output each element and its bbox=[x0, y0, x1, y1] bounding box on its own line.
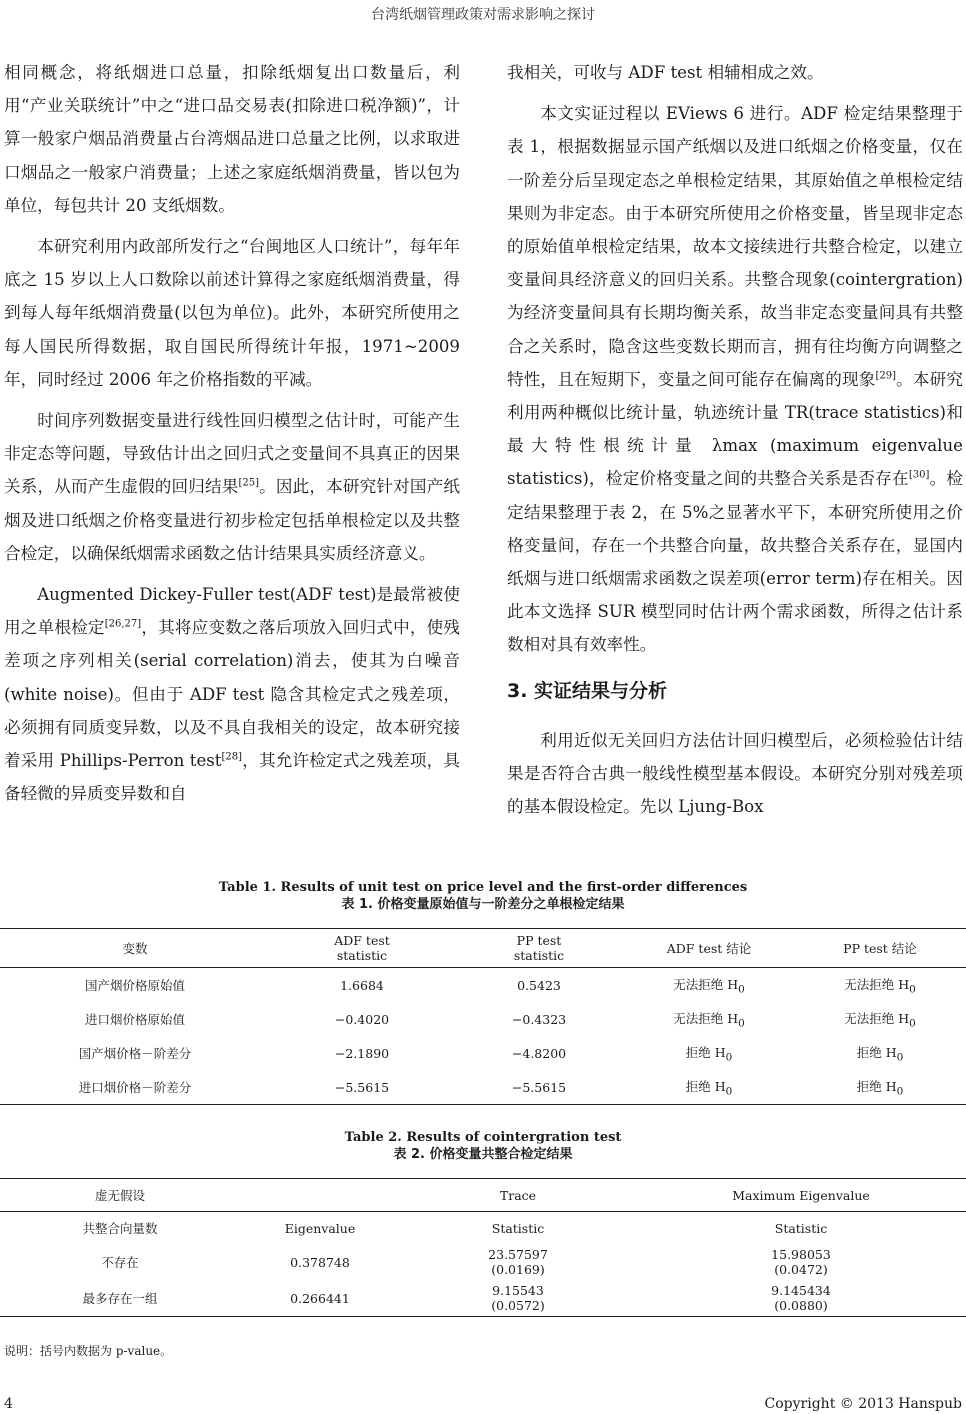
table-cell: −0.4323 bbox=[511, 1011, 567, 1027]
table-cell: 无法拒绝 $H_0$ bbox=[844, 1010, 916, 1030]
header-cell: ADF test 结论 bbox=[666, 940, 752, 956]
header-cell bbox=[240, 1179, 400, 1212]
table-cell: 拒绝 $H_0$ bbox=[685, 1044, 733, 1064]
header-cell: Statistic bbox=[636, 1212, 966, 1245]
table-cell: 0.378748 bbox=[290, 1254, 350, 1270]
table-cell: −4.8200 bbox=[511, 1045, 567, 1061]
table-cell: −5.5615 bbox=[511, 1079, 567, 1095]
table-cell: −5.5615 bbox=[334, 1079, 390, 1095]
cointegration-table bbox=[0, 1178, 966, 1317]
section-heading: 3. 实证结果与分析 bbox=[507, 679, 668, 702]
paragraph: 本研究利用内政部所发行之“台闽地区人口统计”，每年年底之 15 岁以上人口数除以前述计算得之家庭纸烟消费量，得到每人每年纸烟消费量(以包为单位)。此外，本研究所使用之每人国民所得数据，取自国民所得统计年报，1971~2009 年，同时经过 2006 年之价格指数的平减。 bbox=[4, 237, 460, 389]
table-caption-en: Table 1. Results of unit test on price level and the first-order differences bbox=[218, 880, 748, 895]
header-cell: Eigenvalue bbox=[240, 1212, 400, 1245]
table-cell: 最多存在一组 bbox=[82, 1290, 158, 1306]
header-cell: Statistic bbox=[400, 1212, 636, 1245]
header-cell: ADF test statistic bbox=[334, 933, 390, 963]
paragraph: 相同概念，将纸烟进口总量，扣除纸烟复出口数量后，利用“产业关联统计”中之“进口品交易表(扣除进口税净额)”，计算一般家户烟品消费量占台湾烟品进口总量之比例，以求取进口烟品之一般家户消费量；上述之家庭纸烟消费量，皆以包为单位，每包共计 20 支纸烟数。 bbox=[4, 63, 460, 215]
table-row bbox=[0, 1280, 966, 1317]
table-note: 说明：括号内数据为 p-value。 bbox=[4, 1344, 173, 1358]
header-cell: Maximum Eigenvalue bbox=[732, 1187, 870, 1203]
table-cell: 0.266441 bbox=[290, 1290, 350, 1306]
table-cell: 进口烟价格－阶差分 bbox=[78, 1080, 192, 1095]
statistic-value: 15.98053 bbox=[771, 1247, 831, 1262]
table-subheader-row bbox=[0, 1212, 966, 1245]
table-cell: 0.5423 bbox=[517, 977, 561, 993]
table-1 bbox=[0, 880, 966, 1105]
table-cell: 无法拒绝 $H_0$ bbox=[673, 1010, 745, 1030]
table-caption-zh: 表 1. 价格变量原始值与一阶差分之单根检定结果 bbox=[341, 897, 625, 912]
header-cell: 共整合向量数 bbox=[0, 1212, 240, 1245]
table-row bbox=[0, 1036, 966, 1070]
table-caption-en: Table 2. Results of cointergration test bbox=[344, 1130, 622, 1145]
table-cell bbox=[636, 1280, 966, 1317]
table-cell: 拒绝 $H_0$ bbox=[856, 1078, 904, 1098]
page-number: 4 bbox=[4, 1396, 13, 1412]
right-column bbox=[507, 56, 963, 831]
running-head: 台湾纸烟管理政策对需求影响之探讨 bbox=[371, 7, 595, 23]
header-cell: Trace bbox=[499, 1187, 537, 1203]
table-cell: 拒绝 $H_0$ bbox=[856, 1044, 904, 1064]
table-row bbox=[0, 1070, 966, 1105]
header-cell: PP test statistic bbox=[513, 933, 565, 963]
paragraph: 时间序列数据变量进行线性回归模型之估计时，可能产生非定态等问题，导致估计出之回归式之变量间不具真正的因果关系，从而产生虚假的回归结果[25]。因此，本研究针对国产纸烟及进口纸烟之价格变量进行初步检定包括单根检定以及共整合检定，以确保纸烟需求函数之估计结果具实质经济意义。 bbox=[4, 411, 461, 563]
paragraph: 利用近似无关回归方法估计回归模型后，必须检验估计结果是否符合古典一般线性模型基本假设。本研究分别对残差项的基本假设检定。先以 Ljung-Box bbox=[507, 730, 963, 817]
table-2 bbox=[0, 1130, 966, 1317]
table-cell: 国产烟价格原始值 bbox=[84, 978, 185, 993]
left-column bbox=[4, 56, 460, 818]
table-row bbox=[0, 1002, 966, 1036]
statistic-value: 9.145434 bbox=[771, 1283, 831, 1298]
table-cell: 无法拒绝 $H_0$ bbox=[844, 976, 916, 996]
table-cell: 进口烟价格原始值 bbox=[84, 1012, 185, 1027]
paragraph: Augmented Dickey-Fuller test(ADF test)是最常被使用之单根检定[26,27]，其将应变数之落后项放入回归式中，使残差项之序列相关(serial correlation)消去，使其为白噪音(white noise)。但由于 ADF test 隐含其检定式之残差项，必须拥有同质变异数，以及不具自我相关的设定，故本研究接着采用 Phillips-Perron test[28]，其允许检定式之残差项，具备轻微的异质变异数和自 bbox=[4, 585, 461, 804]
p-value: (0.0169) bbox=[491, 1262, 545, 1277]
table-cell: 国产烟价格－阶差分 bbox=[78, 1046, 192, 1061]
table-cell: 无法拒绝 $H_0$ bbox=[673, 976, 745, 996]
paragraph: 我相关，可收与 ADF test 相辅相成之效。 bbox=[507, 63, 824, 82]
copyright-notice: Copyright © 2013 Hanspub bbox=[764, 1396, 962, 1412]
table-row bbox=[0, 1244, 966, 1280]
table-cell: 拒绝 $H_0$ bbox=[685, 1078, 733, 1098]
p-value: (0.0880) bbox=[774, 1298, 828, 1313]
table-cell: −2.1890 bbox=[334, 1045, 390, 1061]
paragraph: 本文实证过程以 EViews 6 进行。ADF 检定结果整理于表 1，根据数据显示国产纸烟以及进口纸烟之价格变量，仅在一阶差分后呈现定态之单根检定结果，其原始值之单根检定结果则为非定态。由于本研究所使用之价格变量，皆呈现非定态的原始值单根检定结果，故本文接续进行共整合检定，以建立变量间具经济意义的回归关系。共整合现象(cointergration)为经济变量间具有长期均衡关系，故当非定态变量间具有共整合之关系时，隐含这些变数长期而言，拥有往均衡方向调整之特性，且在短期下，变量之间可能存在偏离的现象[29]。本研究利用两种概似比统计量，轨迹统计量 TR(trace statistics)和最大特性根统计量 λmax (maximum eigenvalue statistics)，检定价格变量之间的共整合关系是否存在[30]。检定结果整理于表 2，在 5%之显著水平下，本研究所使用之价格变量间，存在一个共整合向量，故共整合关系存在，显国内纸烟与进口纸烟需求函数之误差项(error term)存在相关。因此本文选择 SUR 模型同时估计两个需求函数，所得之估计系数相对具有效率性。 bbox=[507, 104, 964, 655]
table-cell bbox=[400, 1244, 636, 1280]
statistic-value: 23.57597 bbox=[488, 1247, 548, 1262]
header-cell: PP test 结论 bbox=[843, 940, 917, 956]
header-cell: 虚无假设 bbox=[94, 1188, 145, 1203]
table-row bbox=[0, 968, 966, 1003]
table-cell bbox=[636, 1244, 966, 1280]
table-cell: −0.4020 bbox=[334, 1011, 390, 1027]
p-value: (0.0472) bbox=[774, 1262, 828, 1277]
p-value: (0.0572) bbox=[491, 1298, 545, 1313]
unit-root-table bbox=[0, 928, 966, 1105]
table-cell bbox=[400, 1280, 636, 1317]
table-caption-zh: 表 2. 价格变量共整合检定结果 bbox=[393, 1147, 573, 1162]
header-cell: 变数 bbox=[122, 940, 148, 956]
table-header-row bbox=[0, 1179, 966, 1212]
table-header-row bbox=[0, 929, 966, 968]
table-cell: 不存在 bbox=[101, 1254, 139, 1270]
statistic-value: 9.15543 bbox=[492, 1283, 544, 1298]
table-cell: 1.6684 bbox=[340, 977, 384, 993]
